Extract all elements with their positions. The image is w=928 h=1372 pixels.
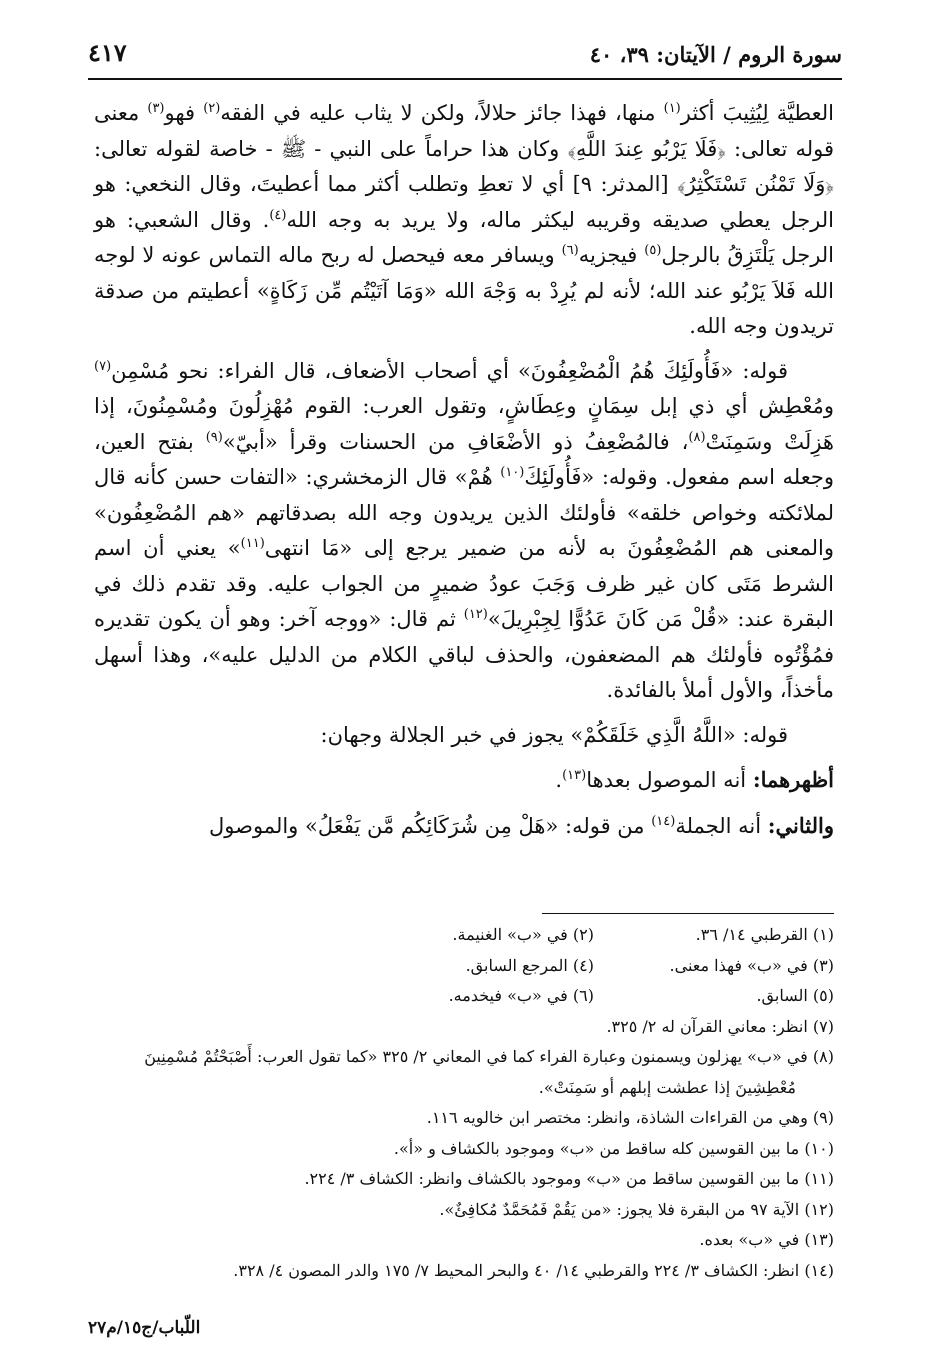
running-title: سورة الروم / الآيتان: ٣٩، ٤٠ — [589, 42, 842, 67]
text-run: أنه الجملة — [675, 813, 768, 838]
footnote-2: (٢) في «ب» الغنيمة. — [452, 925, 594, 944]
footnote-row — [94, 951, 834, 982]
footnote-5: (٥) السابق. — [756, 986, 834, 1005]
footnote-3: (٣) في «ب» فهذا معنى. — [669, 955, 834, 975]
text-run: من قوله: «هَلْ مِن شُرَكَائِكُم مَّن يَفْعَلُ» والموصول — [209, 813, 652, 838]
page-header — [88, 38, 842, 80]
text-run: معنى قوله تعالى: ﴿فَلَا يَرْبُو عِندَ اللَّهِ﴾ وكان هذا حراماً على النبي - ﷺ - خاصة لقوله تعالى: ﴿وَلَا تَمْنُن تَسْتَكْثِرُ﴾ [المدثر: ٩] أي لا تعطِ وتطلب أكثر مما أعطيتَ، وقال النخعي: هو الرجل يعطي صديقه وقريبه ليكثر ماله، ولا يريد به وجه الله — [94, 101, 834, 232]
text-run: فيجزيه — [578, 243, 645, 267]
footnote-13: (١٣) في «ب» بعده. — [699, 1230, 834, 1249]
paragraph-1 — [94, 96, 834, 345]
footnote-ref: (٢) — [203, 101, 221, 116]
main-text — [94, 96, 834, 844]
footnotes — [94, 920, 834, 1286]
term-label: والثاني: — [767, 812, 834, 838]
text-run: هُمْ» قال الزمخشري: «التفات حسن كأنه قال لملائكته وخواص خلقه» فأولئك الذين يريدون وجه الله بصدقاتهم «هم المُضْعِفُون» والمعنى هم المُضْعِفُونَ به لأنه من ضمير يرجع إلى «مَا انتهى — [94, 465, 834, 560]
footnote-ref: (١) — [663, 101, 681, 116]
text-run: . — [555, 768, 563, 792]
text-run: بفتح العين، وجعله اسم مفعول. وقوله: «فَأُولَئِكَ — [94, 429, 834, 489]
footnote-11: (١١) ما بين القوسين ساقط من «ب» وموجود بالكشاف وانظر: الكشاف ٣/ ٢٢٤. — [304, 1169, 834, 1188]
paragraph-3: قوله: «اللَّهُ الَّذِي خَلَقَكُمْ» يجوز في خبر الجلالة وجهان: — [320, 722, 788, 747]
paragraph-5 — [94, 808, 834, 845]
footnote-4: (٤) المرجع السابق. — [465, 955, 594, 975]
footnote-ref: (١٠) — [500, 465, 525, 480]
text-run: العطيَّة لِيُثِيبَ أكثر — [680, 101, 834, 125]
paragraph-4 — [94, 762, 834, 799]
footnote-ref: (٨) — [688, 429, 706, 445]
text-run: أنه الموصول بعدها — [586, 768, 753, 792]
footnote-8: (٨) في «ب» يهزلون ويسمنون وعبارة الفراء كما في المعاني ٢/ ٣٢٥ «كما تقول العرب: أَصْبَحْتُمْ مُسْمِنِينَ مُعْطِشِينَ إذا عطشت إبلهم أو سَمِنَتْ». — [144, 1047, 834, 1097]
footnote-ref: (٥) — [644, 243, 662, 258]
footnote-ref: (١١) — [240, 536, 265, 551]
footnote-ref: (٦) — [561, 243, 579, 258]
footnote-12: (١٢) الآية ٩٧ من البقرة فلا يجوز: «من يَقُمْ فَمُحَمَّدٌ مُكافِئٌ». — [439, 1199, 834, 1219]
text-run: فهو — [164, 101, 204, 125]
footnote-ref: (٣) — [147, 101, 165, 116]
text-run: قوله: «فَأُولَئِكَ هُمُ الْمُضْعِفُونَ» أي أصحاب الأضعاف، قال الفراء: نحو مُسْمِن — [111, 358, 788, 383]
footnote-6: (٦) في «ب» فيخدمه. — [448, 986, 594, 1005]
footnote-ref: (١٤) — [651, 813, 676, 829]
footnote-divider — [542, 913, 834, 914]
footnote-14: (١٤) انظر: الكشاف ٣/ ٢٢٤ والقرطبي ١٤/ ٤٠ والبحر المحيط ٧/ ١٧٥ والدر المصون ٤/ ٣٢٨. — [233, 1260, 834, 1280]
term-label: أظهرهما: — [752, 767, 834, 792]
footnote-7: (٧) انظر: معاني القرآن له ٢/ ٣٢٥. — [606, 1016, 834, 1036]
footnote-row — [94, 920, 834, 951]
footnote-ref: (١٢) — [463, 607, 488, 622]
footnote-9: (٩) وهي من القراءات الشاذة، وانظر: مختصر ابن خالويه ١١٦. — [426, 1108, 834, 1127]
footnote-ref: (٧) — [94, 358, 112, 374]
text-run: ثم قال: «ووجه آخر: وهو أن يكون تقديره فمُؤْتُوه فأولئك هم المضعفون، والحذف لباقي الكلام من الدليل عليه»، وهذا أسهل مأخذاً، والأول أملأ بالفائدة. — [94, 607, 834, 702]
text-run: . وقال الشعبي: هو الرجل يَلْتَزِقُ بالرجل — [94, 207, 835, 267]
text-run: منها، فهذا جائز حلالاً، ولكن لا يثاب عليه في الفقه — [220, 101, 664, 125]
footnote-10: (١٠) ما بين القوسين كله ساقط من «ب» وموجود بالكشاف و «أ». — [393, 1138, 834, 1158]
signature-mark: اللّباب/ج١٥/م٢٧ — [88, 1318, 201, 1338]
footnote-1: (١) القرطبي ١٤/ ٣٦. — [695, 925, 834, 944]
footnote-row — [94, 981, 834, 1012]
paragraph-2 — [94, 354, 834, 709]
page-number: ٤١٧ — [88, 38, 127, 67]
text-run: ويسافر معه فيحصل له ربح ماله التماس عونه لا لوجه الله فَلاَ يَرْبُو عند الله؛ لأنه لم يُرِدْ به وَجْهَ الله «وَمَا آتَيْتُم مِّن زَكَاةٍ» أعطيتم من صدقة تريدون وجه الله. — [94, 243, 834, 338]
footnote-ref: (١٣) — [562, 768, 587, 783]
text-run: ومُعْطِش أي ذي إبل سِمَانٍ وعِطَاشٍ، وتقول العرب: القوم مُهْزِلُونَ ومُسْمِنُونَ، إذا هَزِلَتْ وسَمِنَتْ — [94, 394, 834, 454]
text-run: ، فالمُضْعِفُ ذو الأضْعَافِ من الحسنات وقرأ «أبيّ» — [222, 429, 689, 454]
text-run: » يعني أن اسم الشرط مَتَى كان غير ظرف وَجَبَ عودُ ضميرٍ من الجواب عليه. وقد تقدم ذلك في البقرة عند: «قُلْ مَن كَانَ عَدُوًّا لِجِبْرِيلَ» — [94, 536, 834, 631]
footnote-ref: (٩) — [205, 429, 223, 445]
footnote-ref: (٤) — [269, 207, 287, 223]
